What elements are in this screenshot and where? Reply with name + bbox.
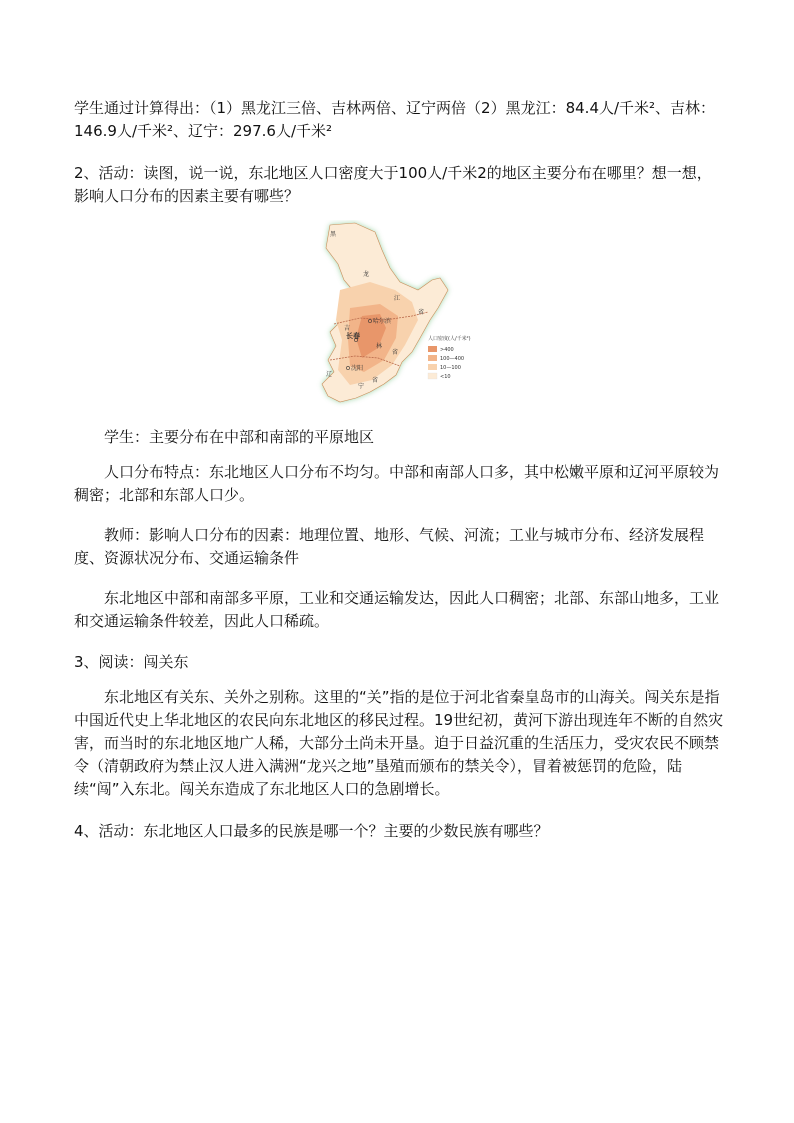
paragraph-teacher-factors: 教师：影响人口分布的因素：地理位置、地形、气候、河流；工业与城市分布、经济发展程度、资源状况分布、交通运输条件 xyxy=(74,526,705,567)
legend-label-3: <10 xyxy=(440,374,451,380)
legend-swatch-3 xyxy=(428,373,437,379)
paragraph-activity-2: 2、活动：读图，说一说，东北地区人口密度大于100人/千米2的地区主要分布在哪里？想一想，影响人口分布的因素主要有哪些？ xyxy=(74,164,712,205)
city-label-shenyang: 沈阳 xyxy=(351,365,364,372)
legend-swatch-2 xyxy=(428,364,437,370)
legend-title: 人口密度(人/千米²) xyxy=(428,336,471,342)
province-label-sheng-jl: 省 xyxy=(392,349,399,356)
paragraph-chuang-guandong: 东北地区有关东、关外之别称。这里的“关”指的是位于河北省秦皇岛市的山海关。闯关东是指中国近代史上华北地区的农民向东北地区的移民过程。19世纪初，黄河下游出现连年不断的自然灾害，而当时的东北地区地广人稀，大部分土尚未开垦。迫于日益沉重的生活压力，受灾农民不顾禁令（清朝政府为禁止汉人进入满洲“龙兴之地”垦殖而颁布的禁关令），冒着被惩罚的危险，陆续“闯”入东北。闯关东造成了东北地区人口的急剧增长。 xyxy=(74,688,724,798)
paragraph-student-calculation: 学生通过计算得出：（1）黑龙江三倍、吉林两倍、辽宁两倍（2）黑龙江：84.4人/千米²、吉林：146.9人/千米²、辽宁：297.6人/千米² xyxy=(74,99,716,140)
province-label-liao: 辽 xyxy=(326,371,333,378)
city-label-harbin: 哈尔滨 xyxy=(373,318,392,325)
province-label-long: 龙 xyxy=(363,271,370,278)
legend-label-2: 10—100 xyxy=(440,365,461,371)
province-label-hei: 黑 xyxy=(330,231,337,238)
province-label-ning: 宁 xyxy=(358,383,365,390)
paragraph-distribution-features: 人口分布特点：东北地区人口分布不均匀。中部和南部人口多，其中松嫩平原和辽河平原较为稠密；北部和东部人口少。 xyxy=(74,463,720,504)
province-label-lin: 林 xyxy=(376,343,383,350)
paragraph-reading-heading: 3、阅读：闯关东 xyxy=(74,653,189,671)
population-density-map xyxy=(300,220,495,412)
province-label-jiang: 江 xyxy=(394,295,401,302)
legend-swatch-1 xyxy=(428,355,437,361)
paragraph-plains-explanation: 东北地区中部和南部多平原，工业和交通运输发达，因此人口稠密；北部、东部山地多，工业和交通运输条件较差，因此人口稀疏。 xyxy=(74,589,720,630)
province-label-ji: 吉 xyxy=(344,325,351,332)
legend-label-0: >400 xyxy=(440,347,454,353)
paragraph-activity-4: 4、活动：东北地区人口最多的民族是哪一个？主要的少数民族有哪些？ xyxy=(74,822,549,840)
map-legend xyxy=(428,335,471,380)
city-label-changchun: 长春 xyxy=(346,332,360,340)
province-label-sheng-hlj: 省 xyxy=(418,309,425,316)
legend-label-1: 100—400 xyxy=(440,356,465,362)
paragraph-student-answer: 学生：主要分布在中部和南部的平原地区 xyxy=(104,428,375,446)
province-label-sheng-ln: 省 xyxy=(372,377,379,384)
legend-swatch-0 xyxy=(428,346,437,352)
